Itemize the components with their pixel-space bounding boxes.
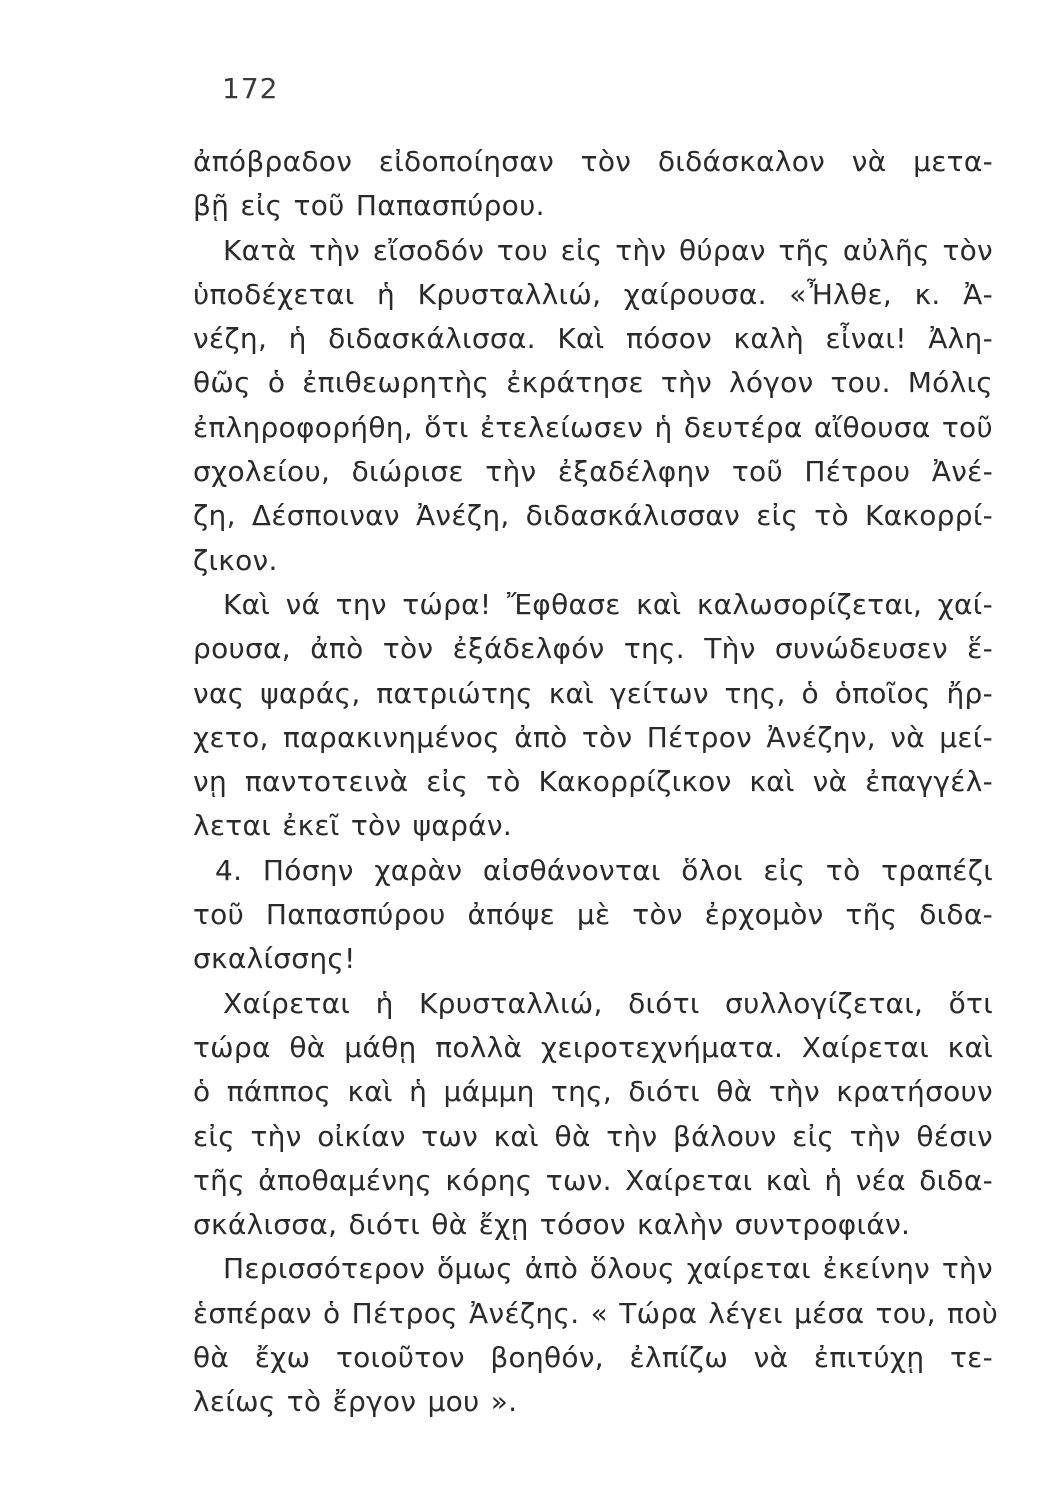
text-line: βῇ εἰς τοῦ Παπασπύρου. <box>193 189 545 223</box>
text-line: ρουσα, ἀπὸ τὸν ἐξάδελφόν της. Τὴν συνώδευσεν ἕ- <box>193 632 993 666</box>
text-line: τῆς ἀποθαμένης κόρης των. Χαίρεται καὶ ἡ νέα διδα- <box>193 1163 993 1197</box>
text-line: θῶς ὁ ἐπιθεωρητὴς ἐκράτησε τὴν λόγον του. Μόλις <box>193 366 993 400</box>
text-line: θὰ ἔχω τοιοῦτον βοηθόν, ἐλπίζω νὰ ἐπιτύχῃ τε- <box>193 1341 993 1375</box>
page-number: 172 <box>222 72 279 105</box>
text-line: νέζη, ἡ διδασκάλισσα. Καὶ πόσον καλὴ εἶναι! Ἀλη- <box>193 322 993 356</box>
section-start-line: 4. Πόσην χαρὰν αἰσθάνονται ὅλοι εἰς τὸ τραπέζι <box>215 853 993 887</box>
text-line: τοῦ Παπασπύρου ἀπόψε μὲ τὸν ἐρχομὸν τῆς διδα- <box>193 898 993 932</box>
paragraph-start-line: Κατὰ τὴν εἴσοδόν του εἰς τὴν θύραν τῆς αὐλῆς τὸν <box>223 233 993 267</box>
text-line: ἐπληροφορήθη, ὅτι ἐτελείωσεν ἡ δευτέρα αἴθουσα τοῦ <box>193 410 993 444</box>
text-line: τώρα θὰ μάθῃ πολλὰ χειροτεχνήματα. Χαίρεται καὶ <box>193 1030 993 1064</box>
text-line: ζη, Δέσποιναν Ἀνέζη, διδασκάλισσαν εἰς τὸ Κακορρί- <box>193 499 993 533</box>
text-line: ἀπόβραδον εἰδοποίησαν τὸν διδάσκαλον νὰ μετα- <box>193 145 993 178</box>
paragraph-start-line: Χαίρεται ἡ Κρυσταλλιώ, διότι συλλογίζεται, ὅτι <box>223 986 993 1020</box>
text-line: λείως τὸ ἔργον μου ». <box>193 1385 518 1419</box>
text-line: ὑποδέχεται ἡ Κρυσταλλιώ, χαίρουσα. «Ἦλθε, κ. Ἀ- <box>193 277 993 311</box>
text-line: ἑσπέραν ὁ Πέτρος Ἀνέζης. « Τώρα λέγει μέσα του, ποὺ <box>193 1296 999 1330</box>
text-line: σχολείου, διώρισε τὴν ἐξαδέλφην τοῦ Πέτρου Ἀνέ- <box>193 455 993 489</box>
text-line: εἰς τὴν οἰκίαν των καὶ θὰ τὴν βάλουν εἰς τὴν θέσιν <box>193 1119 993 1153</box>
text-line: νας ψαράς, πατριώτης καὶ γείτων της, ὁ ὁποῖος ἤρ- <box>193 676 993 710</box>
text-line: ὁ πάππος καὶ ἡ μάμμη της, διότι θὰ τὴν κρατήσουν <box>193 1075 993 1109</box>
text-line: χετο, παρακινημένος ἀπὸ τὸν Πέτρον Ἀνέζην, νὰ μεί- <box>193 720 993 754</box>
text-line: ζικον. <box>193 543 278 577</box>
text-line: λεται ἐκεῖ τὸν ψαράν. <box>193 809 513 843</box>
text-line: σκαλίσσης! <box>193 942 356 976</box>
body-text <box>193 140 999 1425</box>
text-line: σκάλισσα, διότι θὰ ἔχῃ τόσον καλὴν συντροφιάν. <box>193 1208 911 1242</box>
paragraph-start-line: Περισσότερον ὅμως ἀπὸ ὅλους χαίρεται ἐκείνην τὴν <box>223 1252 993 1286</box>
text-line: νῃ παντοτεινὰ εἰς τὸ Κακορρίζικον καὶ νὰ ἐπαγγέλ- <box>193 765 993 799</box>
paragraph-start-line: Καὶ νά την τώρα! Ἔφθασε καὶ καλωσορίζεται, χαί- <box>223 587 993 621</box>
